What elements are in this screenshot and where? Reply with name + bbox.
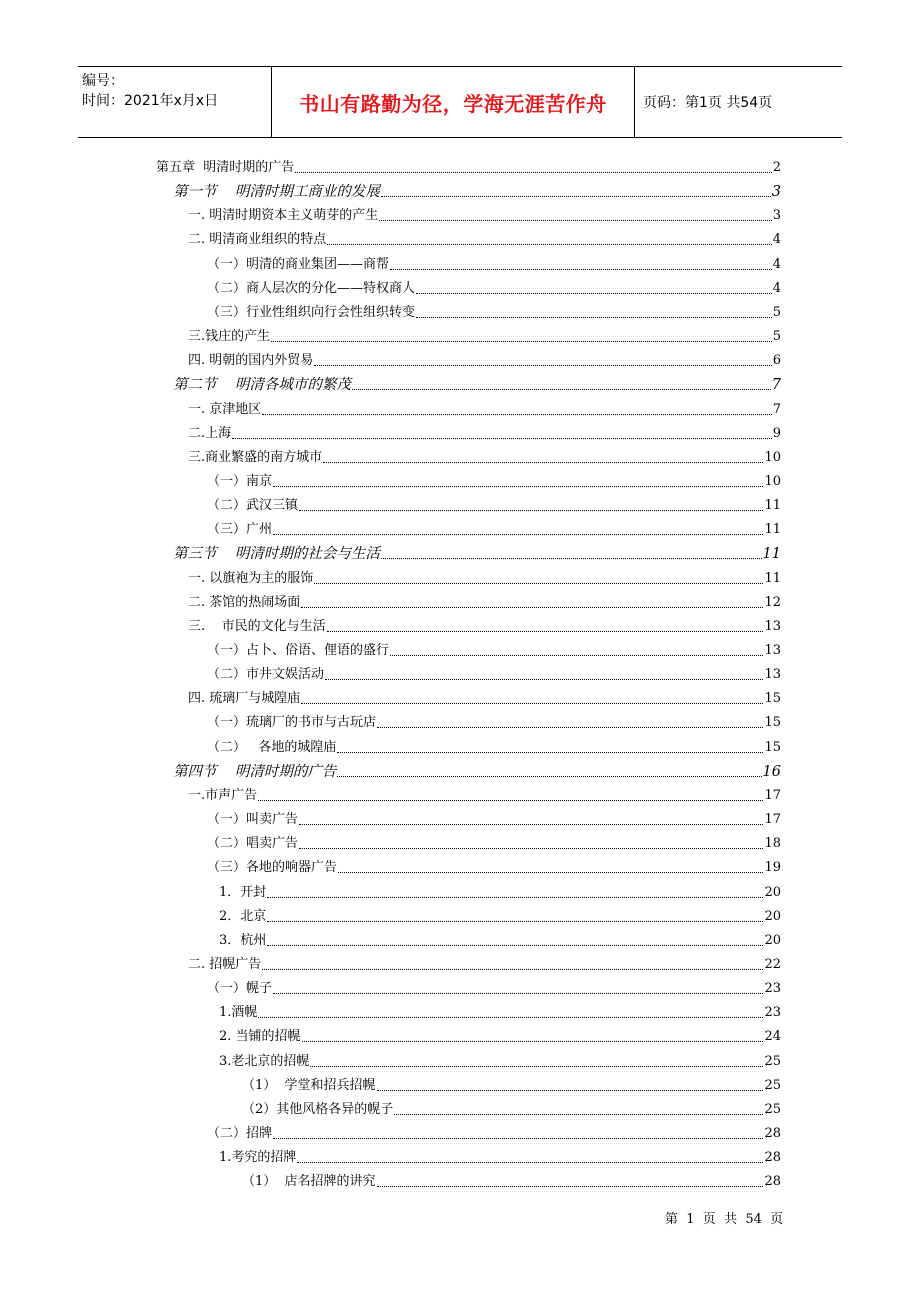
toc-entry-page: 11	[764, 522, 781, 538]
toc-entry-title: 第五章 明清时期的广告	[156, 160, 295, 175]
serial-label: 编号：	[82, 73, 124, 89]
toc-entry[interactable]	[173, 544, 781, 562]
toc-entry-page: 17	[764, 812, 781, 828]
toc-entry-page: 10	[764, 449, 781, 465]
toc-entry-page: 4	[772, 256, 781, 272]
toc-entry[interactable]	[219, 931, 781, 949]
toc-entry-title: （二）招牌	[207, 1126, 273, 1141]
toc-leader-dots	[325, 679, 763, 680]
toc-entry-title: 1．开封	[219, 884, 267, 900]
header-motto: 书山有路勤为径，学海无涯苦作舟	[272, 67, 635, 137]
toc-entry[interactable]	[242, 1076, 781, 1094]
toc-leader-dots	[301, 607, 763, 608]
toc-entry-page: 10	[764, 473, 781, 489]
toc-leader-dots	[337, 752, 763, 753]
toc-entry-page: 13	[764, 667, 781, 683]
toc-entry[interactable]	[173, 182, 781, 200]
toc-entry-page: 15	[764, 715, 781, 731]
toc-entry-page: 6	[772, 353, 781, 369]
toc-entry-title: 三.商业繁盛的南方城市	[188, 449, 323, 465]
toc-entry[interactable]	[219, 907, 781, 925]
toc-entry[interactable]	[188, 230, 781, 248]
toc-leader-dots	[352, 389, 771, 390]
toc-entry-title: 四. 琉璃厂与城隍庙	[188, 691, 301, 707]
toc-leader-dots	[379, 220, 771, 221]
toc-entry-title: 四. 明朝的国内外贸易	[188, 353, 314, 369]
toc-leader-dots	[271, 341, 772, 342]
toc-entry-title: （一）占卜、俗语、俚语的盛行	[207, 643, 390, 658]
toc-entry-page: 11	[764, 570, 781, 586]
toc-leader-dots	[390, 655, 763, 656]
toc-entry-page: 28	[764, 1126, 781, 1141]
toc-entry-title: 第二节 明清各城市的繁茂	[173, 377, 351, 394]
toc-leader-dots	[394, 1114, 763, 1115]
toc-entry[interactable]	[242, 1172, 781, 1190]
toc-entry-page: 23	[764, 981, 781, 997]
toc-leader-dots	[297, 1162, 763, 1163]
toc-entry-title: 1.考究的招牌	[219, 1150, 297, 1166]
toc-entry-title: 第一节 明清时期工商业的发展	[173, 184, 380, 201]
toc-leader-dots	[258, 1017, 763, 1018]
toc-entry-page: 25	[764, 1053, 781, 1069]
toc-entry-title: 三. 市民的文化与生活	[188, 618, 326, 634]
toc-entry-page: 11	[764, 498, 781, 514]
toc-entry[interactable]	[207, 858, 781, 876]
toc-leader-dots	[302, 1041, 764, 1042]
toc-entry-title: 2．北京	[219, 908, 267, 924]
toc-leader-dots	[299, 510, 763, 511]
toc-entry[interactable]	[188, 424, 781, 442]
toc-entry-page: 3	[771, 184, 781, 201]
toc-entry-page: 23	[764, 1005, 781, 1021]
toc-entry-page: 16	[762, 763, 781, 780]
toc-leader-dots	[299, 848, 763, 849]
toc-leader-dots	[301, 703, 763, 704]
toc-leader-dots	[323, 462, 763, 463]
toc-leader-dots	[381, 558, 762, 559]
toc-leader-dots	[258, 800, 763, 801]
toc-leader-dots	[273, 1138, 763, 1139]
toc-entry[interactable]	[207, 255, 781, 273]
toc-leader-dots	[295, 172, 771, 173]
header-bar	[78, 66, 842, 138]
toc-leader-dots	[267, 921, 763, 922]
toc-entry-page: 3	[772, 208, 781, 224]
toc-leader-dots	[377, 727, 763, 728]
toc-entry[interactable]	[219, 1003, 781, 1021]
toc-entry-page: 7	[771, 377, 781, 394]
toc-entry-page: 20	[764, 884, 781, 900]
toc-entry-title: 二. 招幌广告	[188, 956, 262, 972]
toc-leader-dots	[377, 1186, 764, 1187]
toc-leader-dots	[416, 293, 772, 294]
toc-entry-title: 2. 当铺的招幌	[219, 1029, 301, 1045]
toc-leader-dots	[327, 631, 764, 632]
toc-leader-dots	[337, 776, 761, 777]
toc-entry[interactable]	[219, 1027, 781, 1045]
toc-entry-page: 15	[764, 739, 781, 755]
toc-entry-page: 20	[764, 908, 781, 924]
toc-entry[interactable]	[207, 738, 781, 756]
toc-entry[interactable]	[207, 1124, 781, 1142]
toc-leader-dots	[314, 583, 763, 584]
toc-entry[interactable]	[207, 472, 781, 490]
toc-entry[interactable]	[207, 979, 781, 997]
toc-entry[interactable]	[242, 1100, 781, 1118]
toc-entry[interactable]	[188, 351, 781, 369]
toc-leader-dots	[232, 438, 772, 439]
toc-entry-title: （2）其他风格各异的幌子	[242, 1101, 394, 1117]
toc-entry-title: 1.酒幌	[219, 1005, 258, 1021]
toc-entry-title: 一. 京津地区	[188, 401, 262, 417]
toc-leader-dots	[416, 317, 772, 318]
toc-entry-page: 12	[764, 594, 781, 610]
toc-entry[interactable]	[219, 883, 781, 901]
toc-entry-title: （一）明清的商业集团——商帮	[207, 256, 390, 272]
toc-entry-title: （二）商人层次的分化——特权商人	[207, 280, 416, 296]
toc-leader-dots	[327, 244, 771, 245]
toc-leader-dots	[390, 269, 772, 270]
toc-leader-dots	[310, 1066, 763, 1067]
toc-entry-page: 25	[764, 1077, 781, 1093]
header-meta	[78, 67, 272, 137]
toc-entry[interactable]	[188, 206, 781, 224]
toc-entry-title: 一. 以旗袍为主的服饰	[188, 570, 314, 586]
toc-entry-page: 28	[764, 1150, 781, 1166]
toc-leader-dots	[299, 824, 763, 825]
toc-leader-dots	[267, 945, 763, 946]
toc-entry-title: （一）幌子	[207, 981, 273, 997]
toc-entry[interactable]	[207, 279, 781, 297]
toc-entry-title: （三）广州	[207, 522, 273, 538]
toc-entry[interactable]	[219, 1052, 781, 1070]
toc-entry-title: （二） 各地的城隍庙	[207, 739, 337, 755]
time-label: 时间：2021年x月x日	[82, 93, 219, 109]
toc-entry[interactable]	[188, 593, 781, 611]
toc-entry[interactable]	[188, 786, 781, 804]
toc-entry[interactable]	[207, 665, 781, 683]
toc-entry[interactable]	[188, 448, 781, 466]
toc-entry-title: 一.市声广告	[188, 787, 258, 803]
toc-entry-title: （二）武汉三镇	[207, 498, 299, 514]
toc-leader-dots	[381, 196, 771, 197]
toc-entry-title: （1） 店名招牌的讲究	[242, 1174, 376, 1190]
toc-entry[interactable]	[207, 496, 781, 514]
toc-entry-page: 11	[762, 546, 781, 563]
toc-entry[interactable]	[207, 641, 781, 659]
toc-leader-dots	[377, 1090, 764, 1091]
toc-entry-title: 第四节 明清时期的广告	[173, 763, 337, 780]
toc-entry[interactable]	[188, 569, 781, 587]
toc-entry-page: 19	[764, 860, 781, 876]
toc-entry[interactable]	[207, 810, 781, 828]
toc-entry-page: 17	[764, 787, 781, 803]
toc-entry-page: 5	[772, 329, 781, 345]
toc-entry[interactable]	[188, 400, 781, 418]
toc-entry-page: 4	[772, 232, 781, 248]
toc-leader-dots	[262, 969, 763, 970]
toc-entry-title: 一. 明清时期资本主义萌芽的产生	[188, 208, 379, 224]
toc-leader-dots	[273, 486, 763, 487]
toc-entry[interactable]	[207, 303, 781, 321]
toc-entry[interactable]	[188, 689, 781, 707]
toc-entry-title: （一）琉璃厂的书市与古玩店	[207, 715, 377, 731]
toc-entry[interactable]	[207, 520, 781, 538]
toc-leader-dots	[273, 534, 763, 535]
toc-leader-dots	[262, 414, 771, 415]
toc-entry-title: 3.老北京的招幌	[219, 1053, 310, 1069]
toc-entry-page: 18	[764, 836, 781, 852]
toc-entry-page: 2	[772, 160, 781, 175]
toc-entry-page: 4	[772, 280, 781, 296]
toc-entry[interactable]	[173, 375, 781, 393]
toc-entry-page: 25	[764, 1101, 781, 1117]
toc-leader-dots	[273, 993, 763, 994]
toc-entry-title: （二）市井文娱活动	[207, 667, 325, 683]
toc-entry-page: 9	[772, 425, 781, 441]
toc-entry-page: 5	[772, 304, 781, 320]
header-page-info: 页码：第1页 共54页	[643, 95, 773, 111]
toc-entry-title: 三.钱庄的产生	[188, 329, 271, 345]
toc-entry-title: 二. 明清商业组织的特点	[188, 232, 327, 248]
toc-entry-page: 24	[764, 1029, 781, 1045]
toc-entry-title: 3．杭州	[219, 932, 267, 948]
toc-entry-title: （1） 学堂和招兵招幌	[242, 1077, 376, 1093]
toc-leader-dots	[338, 872, 763, 873]
toc-entry-page: 7	[772, 401, 781, 417]
toc-entry-page: 22	[764, 956, 781, 972]
toc-entry-title: 第三节 明清时期的社会与生活	[173, 546, 380, 563]
toc-entry[interactable]	[219, 1148, 781, 1166]
toc-entry-title: （一）叫卖广告	[207, 812, 299, 828]
toc-entry[interactable]	[173, 762, 781, 780]
toc-entry-title: （一）南京	[207, 473, 273, 489]
toc-leader-dots	[267, 897, 763, 898]
toc-entry[interactable]	[188, 327, 781, 345]
toc-entry-page: 20	[764, 932, 781, 948]
toc-entry[interactable]	[207, 834, 781, 852]
toc-entry-title: （三）行业性组织向行会性组织转变	[207, 304, 416, 320]
toc-entry-title: （三）各地的响器广告	[207, 860, 338, 876]
toc-entry[interactable]	[207, 713, 781, 731]
toc-entry-page: 13	[764, 643, 781, 658]
toc-entry[interactable]	[188, 955, 781, 973]
toc-entry-title: 二. 茶馆的热闹场面	[188, 594, 301, 610]
page-footer: 第 1 页 共 54 页	[665, 1212, 784, 1227]
toc-entry-page: 15	[764, 691, 781, 707]
toc-entry-page: 28	[764, 1174, 781, 1190]
toc-entry[interactable]	[156, 158, 781, 176]
toc-entry-title: 二.上海	[188, 425, 232, 441]
toc-entry-page: 13	[764, 618, 781, 634]
toc-entry[interactable]	[188, 617, 781, 635]
toc-entry-title: （二）唱卖广告	[207, 836, 299, 852]
toc-leader-dots	[314, 365, 771, 366]
